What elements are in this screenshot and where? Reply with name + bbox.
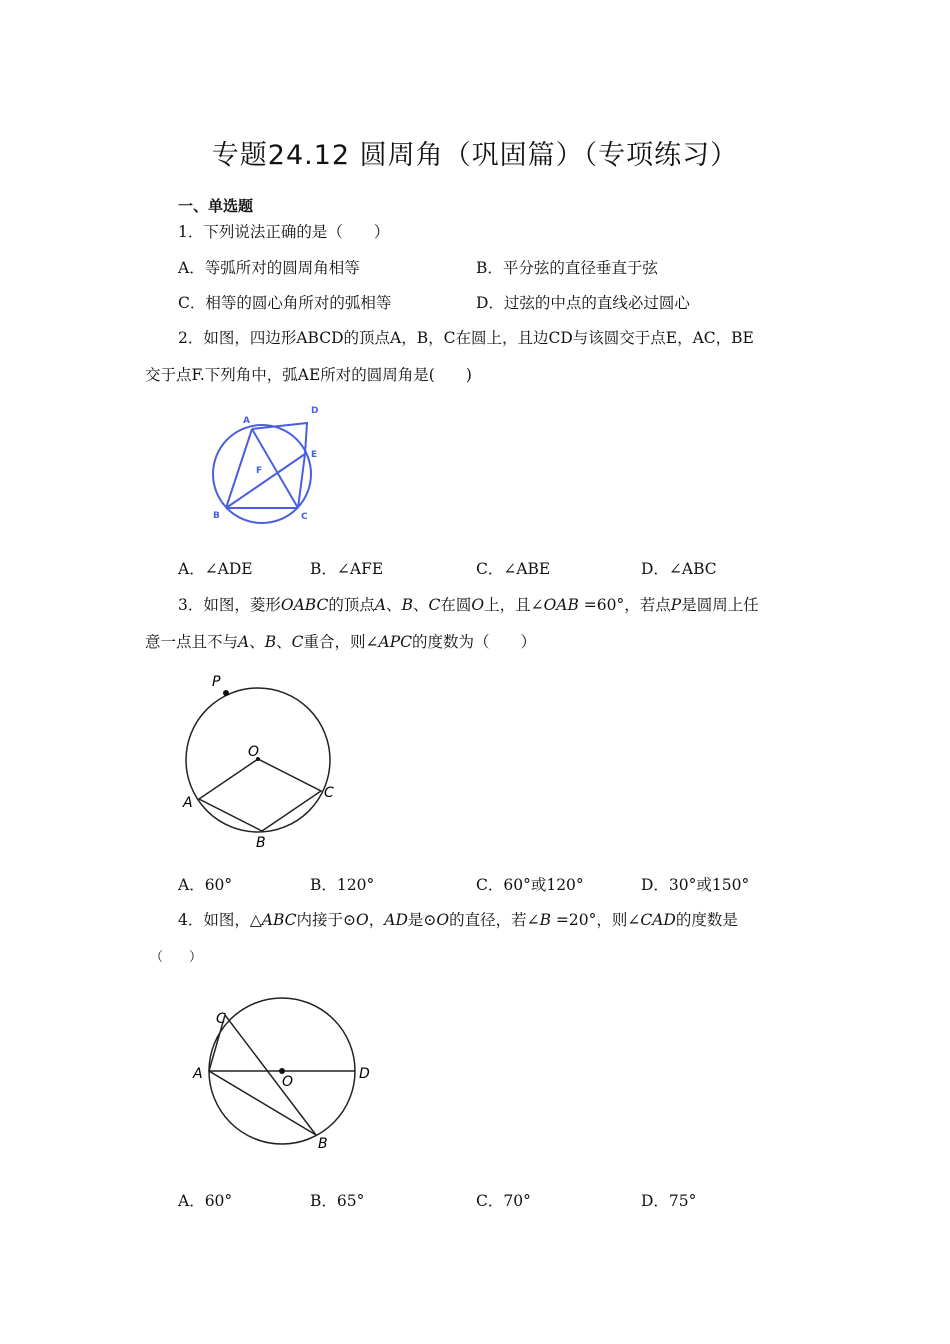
q4-label-d: D <box>359 1066 370 1082</box>
q3-label-p: P <box>212 674 221 690</box>
q3-label-c: C <box>324 785 334 801</box>
q2-stem-line1: 2．如图，四边形ABCD的顶点A，B，C在圆上，且边CD与该圆交于点E，AC，BE <box>178 329 754 347</box>
q1-option-a: A．等弧所对的圆周角相等 <box>178 259 360 277</box>
q1-option-d: D．过弦的中点的直线必过圆心 <box>476 294 690 312</box>
q4-stem-line2: （ ） <box>150 950 203 965</box>
q4-label-a: A <box>193 1066 203 1082</box>
q2-label-b: B <box>213 511 220 521</box>
q4-label-b: B <box>318 1136 328 1152</box>
q2-option-a: A．∠ADE <box>178 560 253 578</box>
q3-label-o: O <box>248 744 260 760</box>
q2-label-c: C <box>301 512 308 522</box>
q2-label-d: D <box>311 406 319 416</box>
q3-figure <box>175 668 350 858</box>
q3-option-c: C．60°或120° <box>476 876 584 894</box>
q2-stem-line2: 交于点F.下列角中，弧AE所对的圆周角是( ) <box>145 366 472 384</box>
q1-stem: 1．下列说法正确的是（ ） <box>178 223 390 241</box>
q1-option-c: C．相等的圆心角所对的弧相等 <box>178 294 392 312</box>
q2-segment-ab <box>226 429 252 508</box>
q4-option-b: B．65° <box>310 1192 365 1210</box>
q2-option-b: B．∠AFE <box>310 560 384 578</box>
q3-stem-line1: 3．如图，菱形OABC的顶点A、B、C在圆O上，且∠OAB =60°，若点P是圆周上任 <box>178 596 759 614</box>
q1-option-b: B．平分弦的直径垂直于弦 <box>476 259 658 277</box>
q3-label-b: B <box>256 835 266 851</box>
page-title: 专题24.12 圆周角（巩固篇）（专项练习） <box>211 140 739 171</box>
q2-label-a: A <box>243 416 250 426</box>
q3-option-d: D．30°或150° <box>641 876 750 894</box>
q2-label-e: E <box>311 450 318 460</box>
q4-stem-line1: 4．如图，△ABC内接于⊙O，AD是⊙O的直径，若∠B =20°，则∠CAD的度数是 <box>178 911 738 929</box>
section-heading: 一、单选题 <box>178 197 254 215</box>
q2-option-c: C．∠ABE <box>476 560 551 578</box>
q2-option-d: D．∠ABC <box>641 560 717 578</box>
q4-option-c: C．70° <box>476 1192 531 1210</box>
q3-label-a: A <box>183 795 193 811</box>
q3-point-p <box>223 690 229 696</box>
q4-figure <box>188 995 383 1155</box>
q4-label-o: O <box>282 1074 294 1090</box>
q4-label-c: C <box>216 1011 226 1027</box>
q4-option-a: A．60° <box>178 1192 233 1210</box>
q3-option-b: B．120° <box>310 876 375 894</box>
q2-label-f: F <box>256 466 263 476</box>
q2-figure <box>200 398 330 528</box>
q4-option-d: D．75° <box>641 1192 697 1210</box>
q3-option-a: A．60° <box>178 876 233 894</box>
q3-stem-line2: 意一点且不与A、B、C重合，则∠APC的度数为（ ） <box>145 633 537 651</box>
